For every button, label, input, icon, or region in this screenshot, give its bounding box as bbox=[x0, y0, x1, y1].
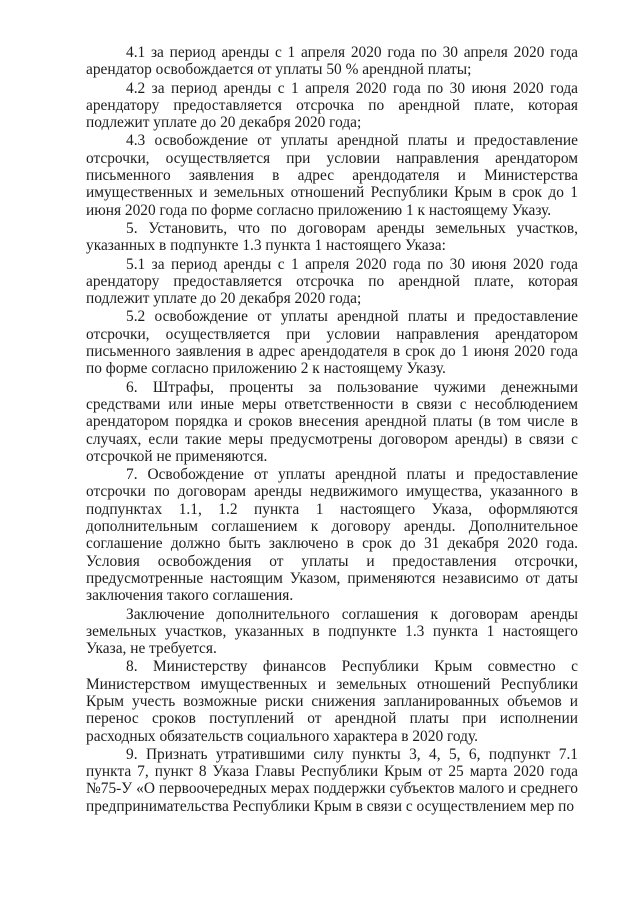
paragraph-9: 9. Признать утратившими силу пункты 3, 4, 5, 6, подпункт 7.1 пункта 7, пункт 8 Указа Главы Республики Крым от 25 марта 2020 года №75-У «О первоочередных мерах поддержки субъектов малого и среднего предпринимательства Республики Крым в связи с осуществлением мер по bbox=[86, 745, 578, 815]
paragraph-4-2: 4.2 за период аренды с 1 апреля 2020 года по 30 июня 2020 года арендатору предоставляется отсрочка по арендной плате, которая подлежит уплате до 20 декабря 2020 года; bbox=[86, 79, 578, 132]
paragraph-4-3: 4.3 освобождение от уплаты арендной платы и предоставление отсрочки, осуществляется при условии направления арендатором письменного заявления в адрес арендодателя и Министерства имущественных и земельных отношений Республики Крым в срок до 1 июня 2020 года по форме согласно приложению 1 к настоящему Указу. bbox=[86, 132, 578, 219]
paragraph-7-note: Заключение дополнительного соглашения к договорам аренды земельных участков, указанных в подпункте 1.3 пункта 1 настоящего Указа, не требуется. bbox=[86, 605, 578, 658]
paragraph-5: 5. Установить, что по договорам аренды земельных участков, указанных в подпункте 1.3 пункта 1 настоящего Указа: bbox=[86, 219, 578, 255]
paragraph-7: 7. Освобождение от уплаты арендной платы и предоставление отсрочки по договорам аренды недвижимого имущества, указанного в подпунктах 1.1, 1.2 пункта 1 настоящего Указа, оформляются дополнительным соглашением к договору аренды. Дополнительное соглашение должно быть заключено в срок до 31 декабря 2020 года. Условия освобождения от уплаты и предоставления отсрочки, предусмотренные настоящим Указом, применяются независимо от даты заключения такого соглашения. bbox=[86, 466, 578, 605]
paragraph-5-2: 5.2 освобождение от уплаты арендной платы и предоставление отсрочки, осуществляется при условии направления арендатором письменного заявления в адрес арендодателя в срок до 1 июня 2020 года по форме согласно приложению 2 к настоящему Указу. bbox=[86, 308, 578, 378]
paragraph-6: 6. Штрафы, проценты за пользование чужими денежными средствами или иные меры ответственности в связи с несоблюдением арендатором порядка и сроков внесения арендной платы (в том числе в случаях, если такие меры предусмотрены договором аренды) в связи с отсрочкой не применяются. bbox=[86, 378, 578, 465]
paragraph-4-1: 4.1 за период аренды с 1 апреля 2020 года по 30 апреля 2020 года арендатор освобождается от уплаты 50 % арендной платы; bbox=[86, 44, 578, 79]
document-page bbox=[86, 44, 578, 815]
paragraph-5-1: 5.1 за период аренды с 1 апреля 2020 года по 30 июня 2020 года арендатору предоставляется отсрочка по арендной плате, которая подлежит уплате до 20 декабря 2020 года; bbox=[86, 255, 578, 308]
paragraph-8: 8. Министерству финансов Республики Крым совместно с Министерством имущественных и земельных отношений Республики Крым учесть возможные риски снижения запланированных объемов и перенос сроков поступлений от арендной платы при исполнении расходных обязательств социального характера в 2020 году. bbox=[86, 658, 578, 745]
